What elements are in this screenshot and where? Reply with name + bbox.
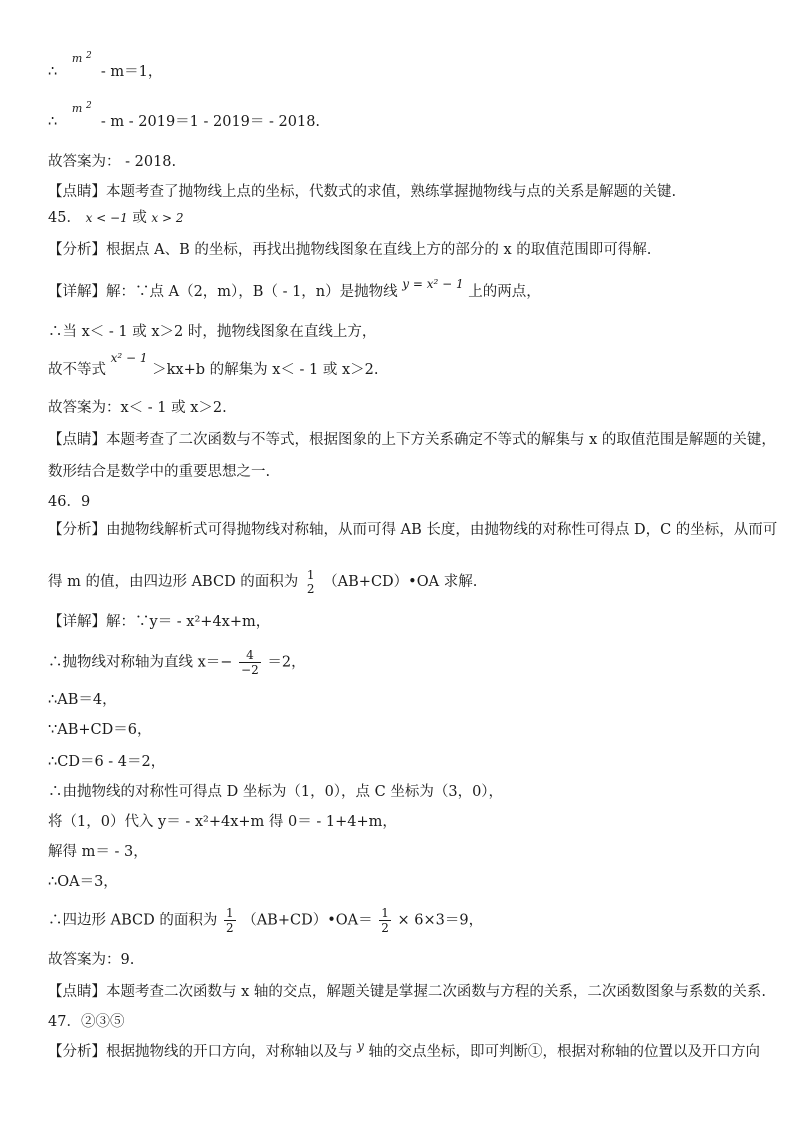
text-segment: 上的两点， <box>468 284 541 300</box>
numerator: 1 <box>225 906 234 920</box>
text-segment: （AB+CD）•OA＝ <box>242 912 373 929</box>
text-line: 【点睛】本题考查二次函数与 x 轴的交点，解题关键是掌握二次函数与方程的关系，二次函数图象与系数的关系. <box>48 984 767 1000</box>
text-segment: × 6×3＝9， <box>397 912 484 929</box>
text-line: ∴当 x＜ - 1 或 x＞2 时，抛物线图象在直线上方， <box>48 324 377 340</box>
text-line: 故答案为：x＜ - 1 或 x＞2. <box>48 400 227 416</box>
text-line: 【点睛】本题考查了二次函数与不等式，根据图象的上下方关系确定不等式的解集与 x 的取值范围是解题的关键， <box>48 432 776 448</box>
text-line: 【点睛】本题考查了抛物线上点的坐标，代数式的求值，熟练掌握抛物线与点的关系是解题的关键. <box>48 184 677 200</box>
question-number-47: 47．②③⑤ <box>48 1014 125 1030</box>
exponent: 2 <box>86 101 92 111</box>
m-base: m <box>71 52 83 65</box>
equation-text: - m - 2019＝1 - 2019＝ - 2018. <box>100 114 321 130</box>
m-base: m <box>71 102 83 115</box>
text-line: ∴CD＝6 - 4＝2， <box>48 754 166 770</box>
text-line: 【分析】由抛物线解析式可得抛物线对称轴，从而可得 AB 长度，由抛物线的对称性可得点 D，C 的坐标，从而可 <box>48 522 778 538</box>
denominator: −2 <box>241 663 259 677</box>
text-segment: 轴的交点坐标，即可判断①，根据对称轴的位置以及开口方向 <box>368 1044 760 1060</box>
or-word: 或 <box>132 210 147 226</box>
text-segment: ∴四边形 ABCD 的面积为 <box>48 912 218 929</box>
text-line: 数形结合是数学中的重要思想之一. <box>48 464 271 480</box>
fraction <box>239 648 261 677</box>
numerator: 4 <box>239 648 261 663</box>
therefore-symbol: ∴ <box>48 114 58 130</box>
denominator: 2 <box>306 582 315 596</box>
numerator: 1 <box>381 906 389 920</box>
text-line: 【详解】解：∵y＝ - x²+4x+m， <box>48 614 271 630</box>
text-line: 【分析】根据点 A、B 的坐标，再找出抛物线图象在直线上方的部分的 x 的取值范围即可得解. <box>48 242 652 258</box>
text-line: 解得 m＝ - 3， <box>48 844 148 860</box>
text-line <box>48 277 541 302</box>
formula: x² − 1 <box>110 351 148 365</box>
denominator: 2 <box>381 921 389 935</box>
text-line <box>48 351 379 380</box>
therefore-symbol: ∴ <box>48 64 58 80</box>
question-number-45 <box>48 208 184 228</box>
formula: y = x² − 1 <box>402 277 464 291</box>
text-line: ∴OA＝3， <box>48 874 118 890</box>
text-segment: 故不等式 <box>48 362 106 378</box>
question-number: 45． <box>48 210 81 226</box>
text-line: ∵AB+CD＝6， <box>48 722 152 738</box>
text-segment: ＝2， <box>267 654 306 671</box>
text-line: 故答案为： - 2018. <box>48 154 177 170</box>
text-line <box>48 51 163 83</box>
question-number-46: 46．9 <box>48 494 91 510</box>
text-segment: 【分析】根据抛物线的开口方向，对称轴以及与 <box>48 1044 353 1060</box>
fraction <box>379 906 391 935</box>
fraction <box>224 906 236 935</box>
text-segment: （AB+CD）•OA 求解. <box>323 574 478 590</box>
text-line <box>48 568 477 596</box>
text-segment: ∴抛物线对称轴为直线 x＝− <box>48 654 233 671</box>
text-segment: ＞kx+b 的解集为 x＜ - 1 或 x＞2. <box>152 362 379 378</box>
numerator: 1 <box>306 568 315 582</box>
text-line: ∴AB＝4， <box>48 692 117 708</box>
text-line <box>48 648 306 677</box>
text-line <box>48 906 483 935</box>
fraction <box>305 568 317 596</box>
text-line: ∴由抛物线的对称性可得点 D 坐标为（1，0），点 C 坐标为（3，0）， <box>48 784 504 800</box>
equation-text: - m＝1， <box>100 64 163 80</box>
exponent: 2 <box>86 51 92 61</box>
answer-part: x > 2 <box>151 211 184 225</box>
text-line <box>48 101 321 133</box>
variable-y: y <box>357 1039 364 1053</box>
text-line: 将（1，0）代入 y＝ - x²+4x+m 得 0＝ - 1+4+m， <box>48 814 397 830</box>
text-segment: 【详解】解：∵点 A（2，m），B（ - 1，n）是抛物线 <box>48 284 398 300</box>
text-line <box>48 1039 760 1062</box>
answer-part: x < −1 <box>85 211 128 225</box>
text-line: 故答案为：9. <box>48 952 135 968</box>
text-segment: 得 m 的值，由四边形 ABCD 的面积为 <box>48 574 299 590</box>
denominator: 2 <box>225 921 234 935</box>
